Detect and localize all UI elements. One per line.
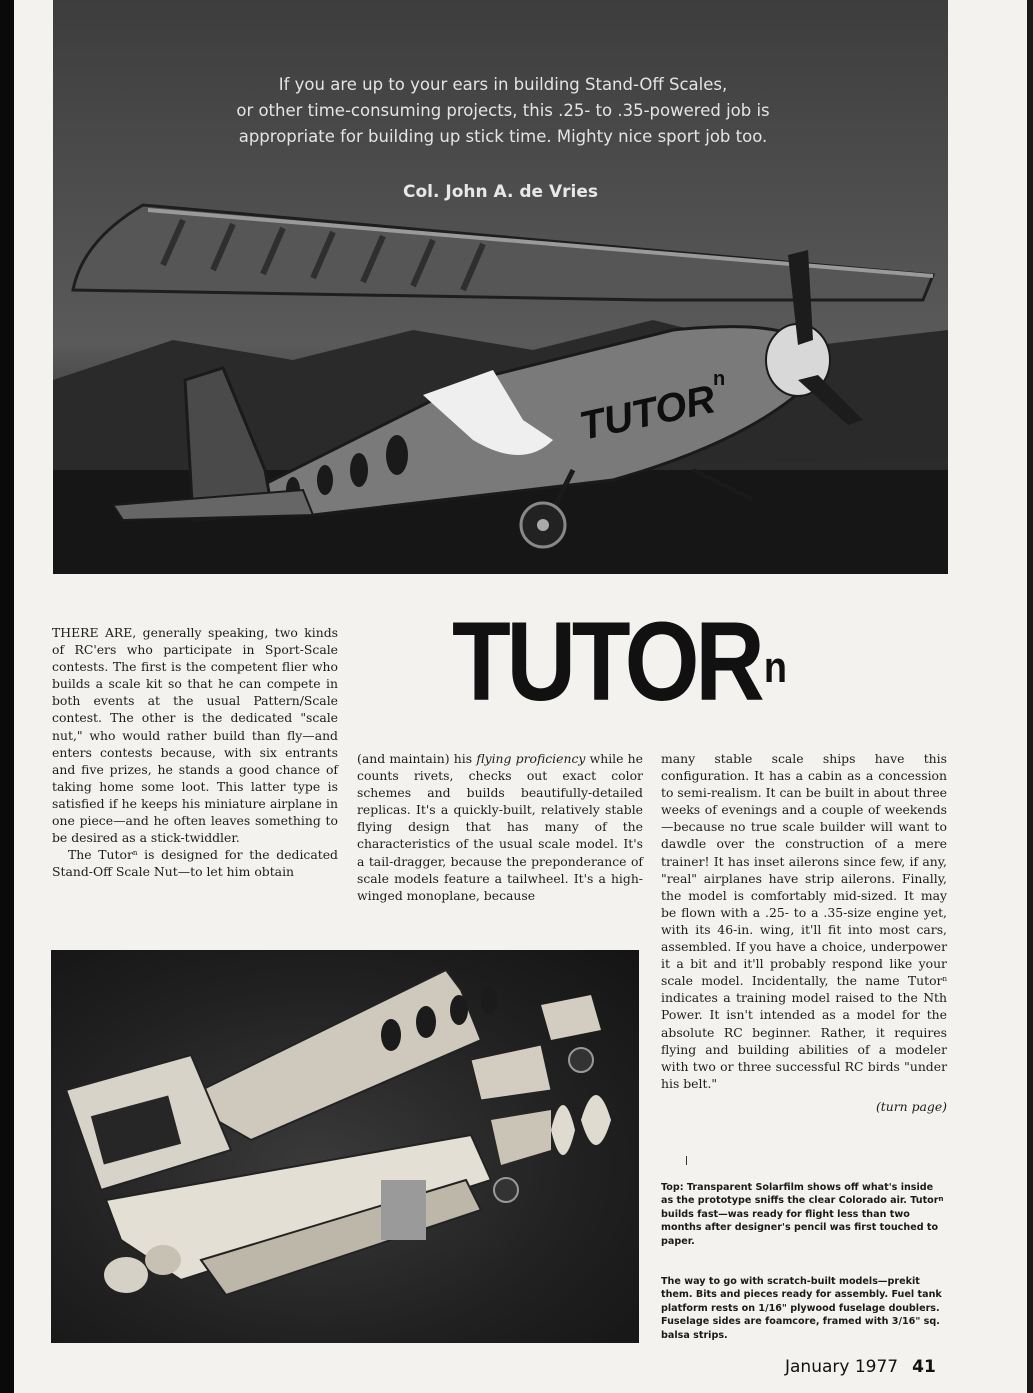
tail-part: [471, 1045, 551, 1100]
top-photo-airplane: [53, 0, 948, 574]
body-column-1: [52, 624, 338, 880]
body-column-2: [357, 750, 643, 904]
small-part: [541, 995, 601, 1040]
spinner-blank: [145, 1245, 181, 1275]
parts-illustration: [51, 950, 639, 1343]
intro-line: or other time-consuming projects, this .25- to .35-powered job is: [236, 101, 770, 120]
body-paragraph: many stable scale ships have this configuration. It has a cabin as a concession to semi-realism. It can be built in about three weeks of evenings and a couple of weekends—because no true scale builder will want to dawdle over the construction of a mere trainer! It has inset ailerons since few, if any, "real" airplanes have strip ailerons. Finally, the model is comfortably mid-sized. It may be flown with a .25- to a .35-size engine yet, with its 46-in. wing, it'll fit into most cars, assembled. If you have a choice, underpower it a bit and it'll probably respond like your scale model. Incidentally, the name Tutor$^n$ indicates a training model raised to the Nth Power. It isn't intended as a model for the absolute RC beginner. Rather, it requires flying and building abilities of a modeler with two or three successful RC birds "under his belt.": [661, 751, 947, 1091]
page-footer: [785, 1357, 936, 1377]
headline-superscript: n: [763, 643, 788, 692]
fuselage-side-panel: [181, 970, 481, 1140]
bottom-photo-parts: [51, 950, 639, 1343]
body-paragraph: The Tutor$^n$ is designed for the dedicated Stand-Off Scale Nut—to let him obtain: [52, 847, 338, 880]
author-byline: Col. John A. de Vries: [403, 182, 598, 202]
wheel-part: [494, 1178, 518, 1202]
headline-text: TUTOR: [452, 599, 761, 724]
intro-line: If you are up to your ears in building Stand-Off Scales,: [278, 75, 728, 94]
page-edge-right: [1027, 0, 1033, 1393]
issue-date: January 1977: [785, 1357, 899, 1377]
engine-block: [381, 1180, 426, 1240]
intro-blurb: [173, 72, 833, 150]
emphasis: flying proficiency: [476, 751, 586, 766]
elevator-part: [581, 1095, 611, 1145]
fuselage-lettering: TUTOR: [575, 377, 719, 449]
caption-marker: [686, 1156, 687, 1165]
page-edge-left: [0, 0, 14, 1393]
intro-line: appropriate for building up stick time. Mighty nice sport job too.: [238, 127, 768, 146]
body-paragraph: THERE ARE, generally speaking, two kinds of RC'ers who participate in Sport-Scale contests. The first is the competent flier who builds a scale kit so that he can compete in both events at the usual Pattern/Scale contest. The other is the dedicated "scale nut," who would rather build than fly—and enters contests because, with six entrants and five prizes, he stands a good chance of taking home some loot. This latter type is satisfied if he keeps his miniature airplane in one piece—and he often leaves something to be desired as a stick-twiddler.: [52, 625, 338, 846]
nose-block: [104, 1257, 148, 1293]
fin-part: [491, 1110, 551, 1165]
caption-top-photo: Top: Transparent Solarfilm shows off what's inside as the prototype sniffs the clear Colorado air. Tutor$^n$ builds fast—was ready for flight less than two months after designer's pencil was first touched to paper.: [661, 1182, 944, 1247]
turn-page-note: (turn page): [875, 1098, 947, 1114]
body-column-3: [661, 750, 947, 1115]
page-number: 41: [912, 1357, 936, 1377]
fuselage-superscript: n: [713, 368, 726, 390]
body-paragraph: (and maintain) his flying proficiency while he counts rivets, checks out exact color schemes and builds beautifully-detailed replicas. It's a quickly-built, relatively stable flying design that has many of the characteristics of the usual scale model. It's a tail-dragger, because the preponderance of scale models feature a tailwheel. It's a high-winged monoplane, because: [357, 751, 643, 903]
elevator-part: [551, 1105, 575, 1155]
wheel-part: [569, 1048, 593, 1072]
article-headline: [452, 599, 788, 724]
caption-bottom-photo: The way to go with scratch-built models—prekit them. Bits and pieces ready for assembly. Fuel tank platform rests on 1/16" plywood fuselage doublers. Fuselage sides are foamcore, framed with 3/16" sq. balsa strips.: [661, 1276, 942, 1341]
